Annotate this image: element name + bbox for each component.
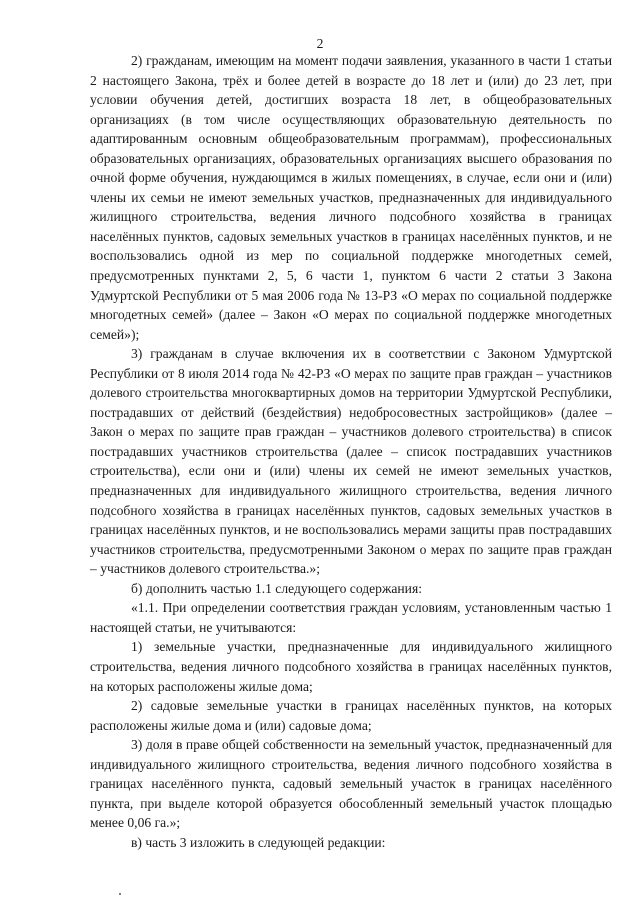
- paragraph-exclusion-2: 2) садовые земельные участки в границах населённых пунктов, на которых расположены жилые дома и (или) садовые дома;: [90, 698, 612, 733]
- paragraph-exclusion-3: 3) доля в праве общей собственности на земельный участок, предназначенный для индивидуального жилищного строительства, ведения личного подсобного хозяйства в границах населённого пункта, садовый земельный участок в границах населённого пункта, при выделе которой образуется обособленный земельный участок площадью менее 0,06 га.»;: [90, 737, 612, 831]
- paragraph-item-3: 3) гражданам в случае включения их в соответствии с Законом Удмуртской Республики от 8 июля 2014 года № 42-РЗ «О мерах по защите прав граждан – участников долевого строительства многоквартирных домов на территории Удмуртской Республики, пострадавших от действий (бездействия) недобросовестных застройщиков» (далее – Закон о мерах по защите прав граждан – участников долевого строительства) в список пострадавших участников строительства (далее – список пострадавших участников строительства), если они и (или) члены их семей не имеют земельных участков, предназначенных для индивидуального жилищного строительства, ведения личного подсобного хозяйства в границах населённых пунктов, садовых земельных участков в границах населённых пунктов, и не воспользовались мерами защиты прав пострадавших участников строительства, предусмотренными Законом о мерах по защите прав граждан – участников долевого строительства.»;: [90, 346, 612, 577]
- scan-speck: [119, 893, 121, 895]
- paragraph-item-2: 2) гражданам, имеющим на момент подачи заявления, указанного в части 1 статьи 2 настоящего Закона, трёх и более детей в возрасте до 18 лет и (или) до 23 лет, при условии обучения детей, достигших возраста 18 лет, в общеобразовательных организациях (в том числе осуществляющих образовательную деятельность по адаптированным основным общеобразовательным программам), профессиональных образовательных организациях, образовательных организациях высшего образования по очной форме обучения, нуждающимся в жилых помещениях, в случае, если они и (или) члены их семьи не имеют земельных участков, предназначенных для индивидуального жилищного строительства, ведения личного подсобного хозяйства в границах населённых пунктов, садовых земельных участков в границах населённых пунктов, и не воспользовались одной из мер по социальной поддержке многодетных семей, предусмотренных пунктами 2, 5, 6 части 1, пунктом 6 части 2 статьи 3 Закона Удмуртской Республики от 5 мая 2006 года № 13-РЗ «О мерах по социальной поддержке многодетных семей» (далее – Закон «О мерах по социальной поддержке многодетных семей»);: [90, 53, 612, 342]
- paragraph-amendment-b: б) дополнить частью 1.1 следующего содержания:: [131, 580, 422, 596]
- paragraph-exclusion-1: 1) земельные участки, предназначенные для индивидуального жилищного строительства, ведения личного подсобного хозяйства в границах населённых пунктов, на которых расположены жилые дома;: [90, 639, 612, 694]
- document-body: [90, 51, 612, 852]
- page-number: 2: [316, 36, 324, 51]
- paragraph-part-1-1: «1.1. При определении соответствия граждан условиям, установленным частью 1 настоящей статьи, не учитываются:: [90, 600, 612, 635]
- paragraph-amendment-v: в) часть 3 изложить в следующей редакции:: [131, 834, 386, 850]
